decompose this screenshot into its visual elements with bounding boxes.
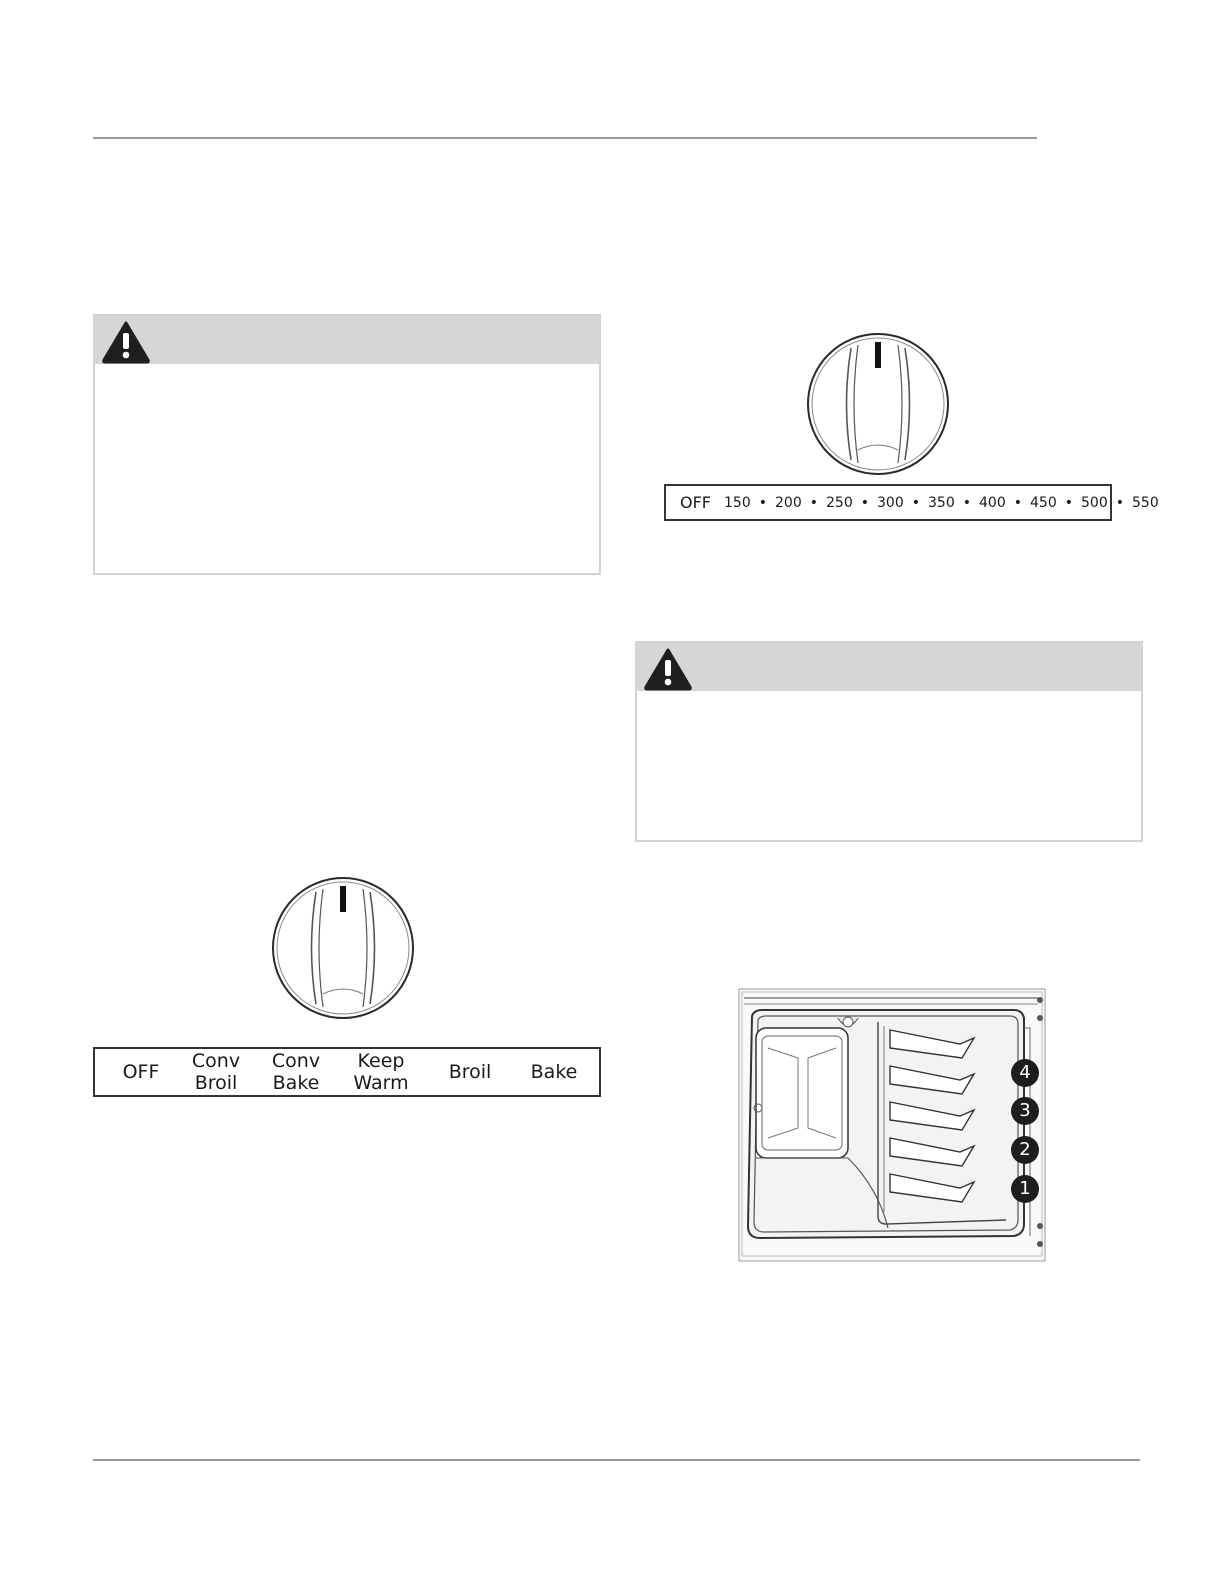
temp-separator-dot: • <box>962 494 971 511</box>
oven-interior-illustration <box>738 988 1048 1262</box>
temp-separator-dot: • <box>1064 494 1073 511</box>
temp-separator-dot: • <box>911 494 920 511</box>
temp-separator-dot: • <box>1013 494 1022 511</box>
temperature-scale-labels <box>666 486 1159 519</box>
top-rule <box>93 137 1037 139</box>
temperature-knob-icon <box>806 332 950 476</box>
temp-value-label: 200 <box>775 494 802 511</box>
temp-off-label: OFF <box>680 493 711 512</box>
temp-separator-dot: • <box>860 494 869 511</box>
mode-knob-icon <box>271 876 415 1020</box>
temperature-scale <box>664 484 1159 521</box>
temp-value-label: 550 <box>1132 494 1159 511</box>
warning-triangle-icon <box>101 320 151 364</box>
warning-box-left <box>93 314 601 575</box>
temp-value-label: 150 <box>724 494 751 511</box>
mode-label-conv-broil: Conv Broil <box>191 1050 241 1094</box>
rack-position-badge: 2 <box>1011 1136 1039 1164</box>
temp-separator-dot: • <box>1115 494 1124 511</box>
mode-label-broil: Broil <box>448 1061 492 1083</box>
mode-label-off: OFF <box>122 1061 160 1083</box>
warning-box-right <box>635 641 1143 842</box>
warning-header <box>637 643 1141 691</box>
rack-position-badge: 3 <box>1011 1097 1039 1125</box>
mode-label-bake: Bake <box>530 1061 578 1083</box>
warning-header <box>95 316 599 364</box>
mode-label-keep-warm: Keep Warm <box>353 1050 409 1094</box>
rack-position-badge: 4 <box>1011 1059 1039 1087</box>
rack-position-badge: 1 <box>1011 1175 1039 1203</box>
mode-scale <box>93 1047 601 1097</box>
temp-separator-dot: • <box>758 494 767 511</box>
warning-triangle-icon <box>643 647 693 691</box>
temp-value-label: 250 <box>826 494 853 511</box>
temp-value-label: 350 <box>928 494 955 511</box>
temp-value-label: 500 <box>1081 494 1108 511</box>
bottom-rule <box>93 1459 1140 1461</box>
temp-value-label: 450 <box>1030 494 1057 511</box>
temp-separator-dot: • <box>809 494 818 511</box>
temp-value-label: 400 <box>979 494 1006 511</box>
temp-value-label: 300 <box>877 494 904 511</box>
mode-label-conv-bake: Conv Bake <box>271 1050 321 1094</box>
